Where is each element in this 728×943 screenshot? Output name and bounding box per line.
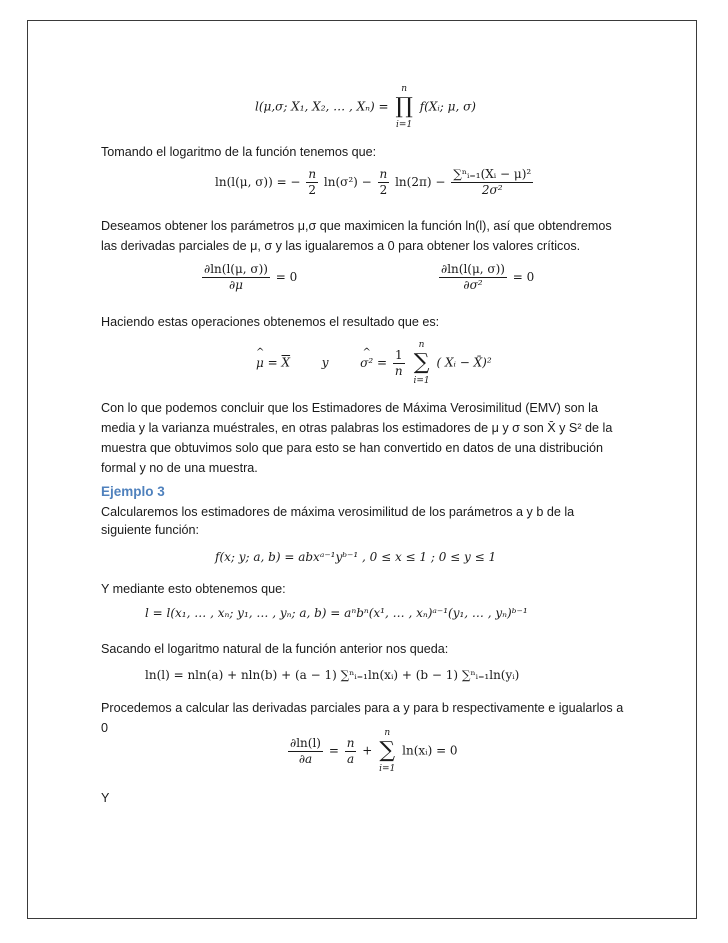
fraction: $\frac{\partial\ln(l(\mu, \sigma))}{\text{∂σ²}}$	[441, 262, 505, 292]
paragraph-3: Haciendo estas operaciones obtenemos el resultado que es:	[101, 315, 440, 329]
fraction: $\frac{\text{∑ⁿᵢ₌₁(Xᵢ − μ)²}}{\text{2σ²}}$	[453, 167, 532, 197]
fraction: $\frac{n}{2}$	[308, 167, 317, 197]
equation-log-likelihood: ln(l(μ, σ)) = − $\frac{n}{2}$ ln(σ²) − $\frac{n}{2}$ ln(2π) − $\frac{\text{∑ⁿᵢ₌₁(Xᵢ − μ)²}}{\text{2σ²}}$	[215, 167, 532, 197]
paragraph-2-line-1: Deseamos obtener los parámetros μ,σ que maximicen la función ln(l), así que obtendremos	[101, 219, 612, 233]
equation-derivative-mu: $\frac{\partial\ln(l(\mu, \sigma))}{\partial\mu}$ = 0	[204, 262, 298, 292]
equation-derivative-a: $\frac{\partial\ln(l)}{\partial a}$ = $\frac{n}{a}$ + n ∑ i=1 ln(xᵢ) = 0	[290, 728, 458, 774]
paragraph-2-line-2: las derivadas parciales de μ, σ y las igualaremos a 0 para obtener los valores críticos.	[101, 239, 581, 253]
fraction: $\frac{\partial\ln(l)}{\partial a}$	[290, 735, 321, 766]
paragraph-4-line-1: Con lo que podemos concluir que los Estimadores de Máxima Verosimilitud (EMV) son la	[101, 401, 598, 415]
paragraph-4-line-4: formal y no de una muestra.	[101, 461, 258, 475]
equation-rhs: f(Xᵢ; μ, σ)	[419, 99, 476, 114]
equation-density: f(x; y; a, b) = abxᵃ⁻¹yᵇ⁻¹ , 0 ≤ x ≤ 1 ; 0 ≤ y ≤ 1	[215, 550, 497, 564]
equation-likelihood-example: l = l(x₁, … , xₙ; y₁, … , yₙ; a, b) = aⁿbⁿ(x¹, … , xₙ)ᵃ⁻¹(y₁, … , yₙ)ᵇ⁻¹	[145, 606, 528, 620]
paragraph-4-line-3: muestra que obtuvimos solo que para esto se han convertido en datos de una distribución	[101, 441, 603, 455]
equation-estimators: ^ $\mu = \overline{X}$ y ^ σ² = $\frac{1}{n}$ n ∑ i=1 ( Xᵢ − X̄)²	[256, 339, 492, 387]
paragraph-1: Tomando el logaritmo de la función tenemos que:	[101, 145, 377, 159]
paragraph-5-line-1: Calcularemos los estimadores de máxima verosimilitud de los parámetros a y b de la	[101, 505, 575, 519]
paragraph-4-line-2: media y la varianza muéstrales, en otras palabras los estimadores de μ y σ son X̄ y S² de la	[101, 421, 613, 435]
product-operator: n ∏ i=1	[395, 84, 413, 130]
equation-derivative-sigma: $\frac{\partial\ln(l(\mu, \sigma))}{\text{∂σ²}}$ = 0	[441, 262, 535, 292]
fraction: $\frac{n}{a}$	[346, 735, 355, 766]
paragraph-7: Sacando el logaritmo natural de la función anterior nos queda:	[101, 642, 449, 656]
sum-operator: n ∑ i=1	[379, 728, 396, 774]
equation-lhs: l(μ,σ; X₁, X₂, … , Xₙ) =	[255, 99, 389, 114]
fraction: $\frac{1}{n}$	[394, 347, 403, 378]
paragraph-6: Y mediante esto obtenemos que:	[101, 582, 286, 596]
fraction: $\frac{n}{2}$	[379, 167, 388, 197]
equation-likelihood	[255, 83, 476, 131]
equation-log-likelihood-example: ln(l) = nln(a) + nln(b) + (a − 1) ∑ⁿᵢ₌₁ln(xᵢ) + (b − 1) ∑ⁿᵢ₌₁ln(yᵢ)	[145, 668, 520, 682]
fraction: $\frac{\partial\ln(l(\mu, \sigma))}{\partial\mu}$	[204, 262, 268, 292]
paragraph-8: Procedemos a calcular las derivadas parciales para a y para b respectivamente e igualarlos a 0	[101, 701, 624, 735]
paragraph-5-line-2: siguiente función:	[101, 523, 200, 537]
sum-operator: n ∑ i=1	[413, 340, 430, 386]
paragraph-9: Y	[101, 791, 110, 805]
section-heading: Ejemplo 3	[101, 484, 165, 499]
